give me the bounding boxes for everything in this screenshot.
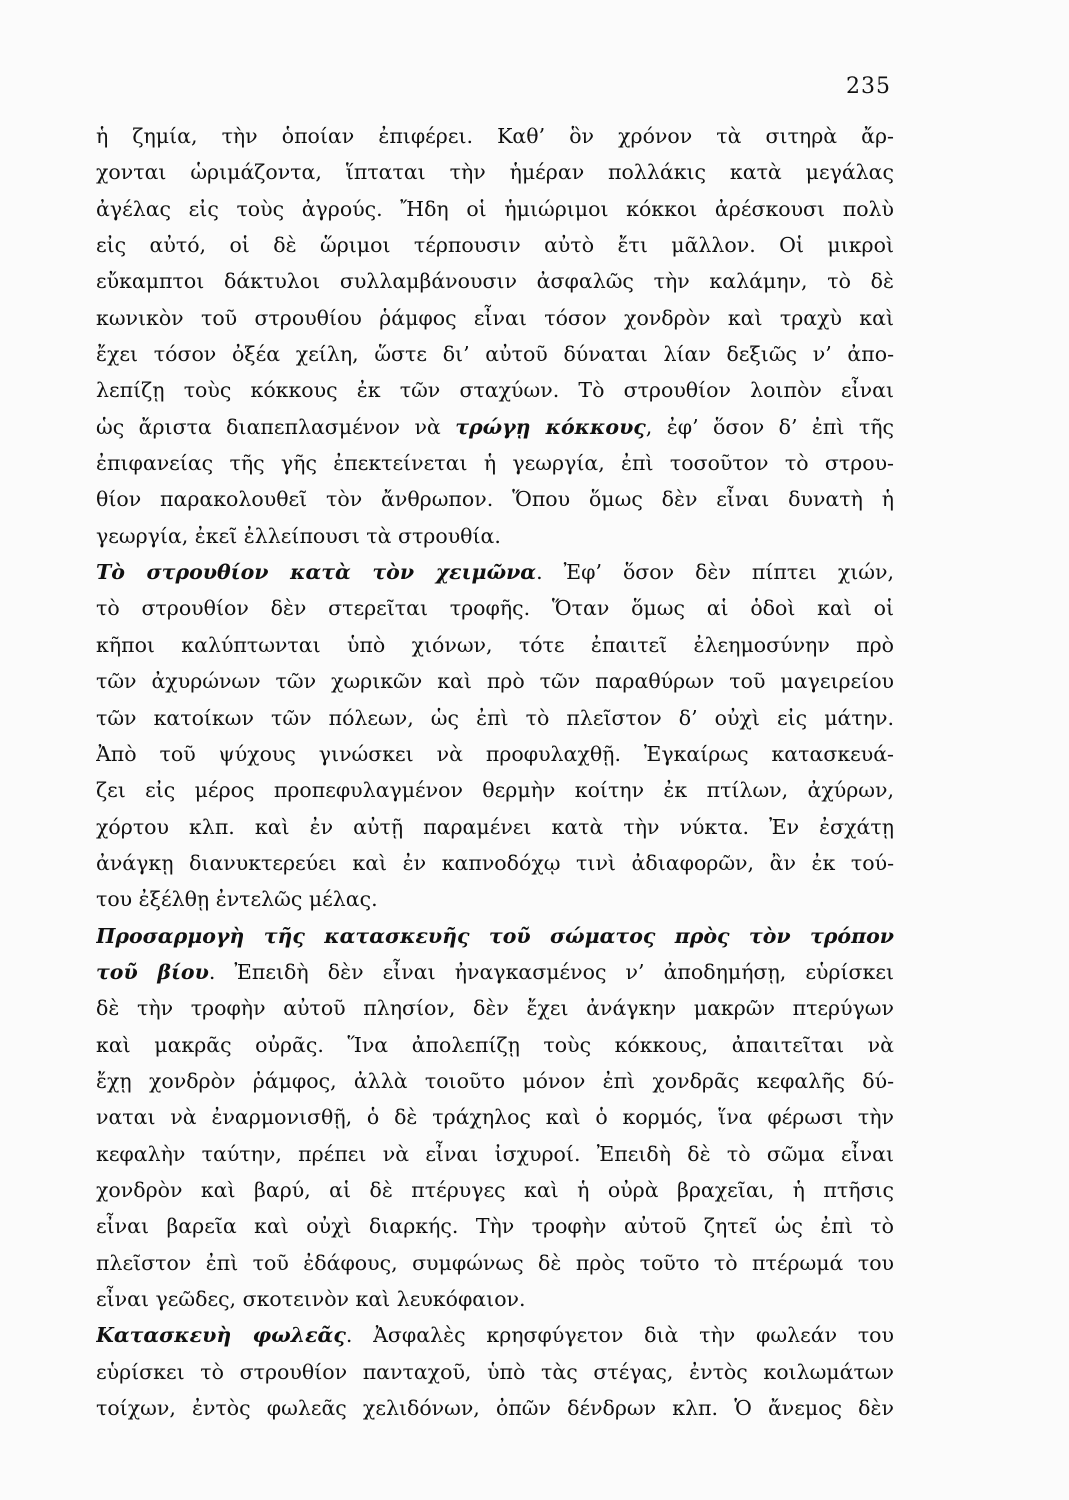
- emphasized-text: Κατασκευὴ φωλεᾶς: [96, 1323, 346, 1348]
- text-segment: ἐπιφανείας τῆς γῆς ἐπεκτείνεται ἡ γεωργία, ἐπὶ τοσοῦτον τὸ στρου-: [96, 451, 894, 476]
- text-line: [96, 990, 894, 1026]
- text-line: [96, 845, 894, 881]
- emphasized-text: τρώγῃ κόκκους: [455, 414, 646, 439]
- text-segment: τῶν κατοίκων τῶν πόλεων, ὡς ἐπὶ τὸ πλεῖστον δ’ οὐχὶ εἰς μάτην.: [96, 705, 894, 730]
- page-number: 235: [846, 74, 891, 99]
- text-line: [96, 1208, 894, 1244]
- text-segment: . Ἐφ’ ὅσον δὲν πίπτει χιών,: [536, 560, 894, 585]
- text-segment: ἔχῃ χονδρὸν ῥάμφος, ἀλλὰ τοιοῦτο μόνον ἐπὶ χονδρᾶς κεφαλῆς δύ-: [96, 1068, 894, 1093]
- text-segment: τῶν ἀχυρώνων τῶν χωρικῶν καὶ πρὸ τῶν παραθύρων τοῦ μαγειρείου: [96, 669, 894, 694]
- text-segment: ὡς ἄριστα διαπεπλασμένον νὰ: [96, 414, 456, 439]
- text-line: [96, 118, 894, 154]
- text-segment: εἰς αὐτό, οἱ δὲ ὥριμοι τέρπουσιν αὐτὸ ἔτι μᾶλλον. Οἱ μικροὶ: [96, 233, 894, 258]
- text-line: [96, 954, 894, 990]
- text-line: [96, 663, 894, 699]
- text-line: [96, 1354, 894, 1390]
- text-segment: καὶ μακρᾶς οὐρᾶς. Ἵνα ἀπολεπίζῃ τοὺς κόκκους, ἀπαιτεῖται νὰ: [96, 1032, 894, 1057]
- text-line: [96, 772, 894, 808]
- text-line: [96, 372, 894, 408]
- text-segment: . Ἐπειδὴ δὲν εἶναι ἠναγκασμένος ν’ ἀποδημήσῃ, εὑρίσκει: [208, 959, 894, 984]
- text-line: [96, 336, 894, 372]
- text-line: [96, 154, 894, 190]
- text-line: [96, 1281, 894, 1317]
- text-segment: Ἀπὸ τοῦ ψύχους γινώσκει νὰ προφυλαχθῇ. Ἐγκαίρως κατασκευά-: [96, 741, 894, 766]
- text-line: [96, 445, 894, 481]
- text-line: [96, 590, 894, 626]
- text-line: [96, 554, 894, 590]
- text-line: [96, 1172, 894, 1208]
- text-segment: εὔκαμπτοι δάκτυλοι συλλαμβάνουσιν ἀσφαλῶς τὴν καλάμην, τὸ δὲ: [96, 269, 894, 294]
- text-line: [96, 809, 894, 845]
- emphasized-text: Τὸ στρουθίον κατὰ τὸν χειμῶνα: [96, 560, 537, 585]
- text-segment: δὲ τὴν τροφὴν αὐτοῦ πλησίον, δὲν ἔχει ἀνάγκην μακρῶν πτερύγων: [96, 996, 894, 1021]
- text-line: [96, 518, 894, 554]
- text-segment: τοίχων, ἐντὸς φωλεᾶς χελιδόνων, ὀπῶν δένδρων κλπ. Ὁ ἄνεμος δὲν: [96, 1396, 894, 1421]
- text-line: [96, 627, 894, 663]
- text-line: [96, 1317, 894, 1353]
- text-segment: πλεῖστον ἐπὶ τοῦ ἐδάφους, συμφώνως δὲ πρὸς τοῦτο τὸ πτέρωμά του: [96, 1250, 894, 1275]
- text-line: [96, 918, 894, 954]
- text-segment: τὸ στρουθίον δὲν στερεῖται τροφῆς. Ὅταν ὅμως αἱ ὁδοὶ καὶ οἱ: [96, 596, 894, 621]
- text-line: [96, 263, 894, 299]
- text-segment: χονται ὡριμάζοντα, ἵπταται τὴν ἡμέραν πολλάκις κατὰ μεγάλας: [96, 160, 894, 185]
- text-segment: , ἐφ’ ὅσον δ’ ἐπὶ τῆς: [645, 414, 894, 439]
- text-line: [96, 1245, 894, 1281]
- text-segment: ζει εἰς μέρος προπεφυλαγμένον θερμὴν κοίτην ἐκ πτίλων, ἀχύρων,: [96, 778, 894, 803]
- text-segment: εἶναι βαρεῖα καὶ οὐχὶ διαρκής. Τὴν τροφὴν αὐτοῦ ζητεῖ ὡς ἐπὶ τὸ: [96, 1214, 894, 1239]
- text-line: [96, 1390, 894, 1426]
- emphasized-text: τοῦ βίου: [96, 959, 209, 984]
- text-segment: λεπίζῃ τοὺς κόκκους ἐκ τῶν σταχύων. Τὸ στρουθίον λοιπὸν εἶναι: [96, 378, 894, 403]
- text-segment: χόρτου κλπ. καὶ ἐν αὐτῇ παραμένει κατὰ τὴν νύκτα. Ἐν ἐσχάτῃ: [96, 814, 894, 839]
- text-segment: εὑρίσκει τὸ στρουθίον πανταχοῦ, ὑπὸ τὰς στέγας, ἐντὸς κοιλωμάτων: [96, 1359, 894, 1384]
- text-segment: ἔχει τόσον ὀξέα χείλη, ὥστε δι’ αὐτοῦ δύναται λίαν δεξιῶς ν’ ἀπο-: [96, 342, 894, 367]
- text-segment: ἀγέλας εἰς τοὺς ἀγρούς. Ἤδη οἱ ἡμιώριμοι κόκκοι ἀρέσκουσι πολὺ: [96, 196, 894, 221]
- text-line: [96, 881, 894, 917]
- text-line: [96, 700, 894, 736]
- text-segment: ναται νὰ ἐναρμονισθῇ, ὁ δὲ τράχηλος καὶ ὁ κορμός, ἵνα φέρωσι τὴν: [96, 1105, 894, 1130]
- text-line: [96, 1063, 894, 1099]
- text-segment: ἀνάγκῃ διανυκτερεύει καὶ ἐν καπνοδόχῳ τινὶ ἀδιαφορῶν, ἂν ἐκ τού-: [96, 850, 894, 875]
- text-segment: κῆποι καλύπτωνται ὑπὸ χιόνων, τότε ἐπαιτεῖ ἐλεημοσύνην πρὸ: [96, 632, 894, 657]
- text-segment: κωνικὸν τοῦ στρουθίου ῥάμφος εἶναι τόσον χονδρὸν καὶ τραχὺ καὶ: [96, 305, 894, 330]
- text-segment: ἡ ζημία, τὴν ὁποίαν ἐπιφέρει. Καθ’ ὃν χρόνον τὰ σιτηρὰ ἄρ-: [96, 124, 894, 148]
- text-line: [96, 1136, 894, 1172]
- text-segment: γεωργία, ἐκεῖ ἐλλείπουσι τὰ στρουθία.: [96, 523, 501, 548]
- emphasized-text: Προσαρμογὴ τῆς κατασκευῆς τοῦ σώματος πρὸς τὸν τρόπον: [96, 923, 894, 948]
- text-segment: εἶναι γεῶδες, σκοτεινὸν καὶ λευκόφαιον.: [96, 1287, 526, 1311]
- text-line: [96, 481, 894, 517]
- text-segment: χονδρὸν καὶ βαρύ, αἱ δὲ πτέρυγες καὶ ἡ οὐρὰ βραχεῖαι, ἡ πτῆσις: [96, 1177, 894, 1202]
- text-line: [96, 191, 894, 227]
- text-segment: κεφαλὴν ταύτην, πρέπει νὰ εἶναι ἰσχυροί. Ἐπειδὴ δὲ τὸ σῶμα εἶναι: [96, 1141, 894, 1166]
- text-line: [96, 300, 894, 336]
- text-line: [96, 227, 894, 263]
- text-segment: . Ἀσφαλὲς κρησφύγετον διὰ τὴν φωλεάν του: [345, 1323, 894, 1348]
- text-line: [96, 736, 894, 772]
- text-line: [96, 1027, 894, 1063]
- text-segment: θίον παρακολουθεῖ τὸν ἄνθρωπον. Ὅπου ὅμως δὲν εἶναι δυνατὴ ἡ: [96, 487, 894, 512]
- text-line: [96, 409, 894, 445]
- text-segment: του ἐξέλθῃ ἐντελῶς μέλας.: [96, 887, 378, 912]
- body-text: [96, 118, 894, 1426]
- text-line: [96, 1099, 894, 1135]
